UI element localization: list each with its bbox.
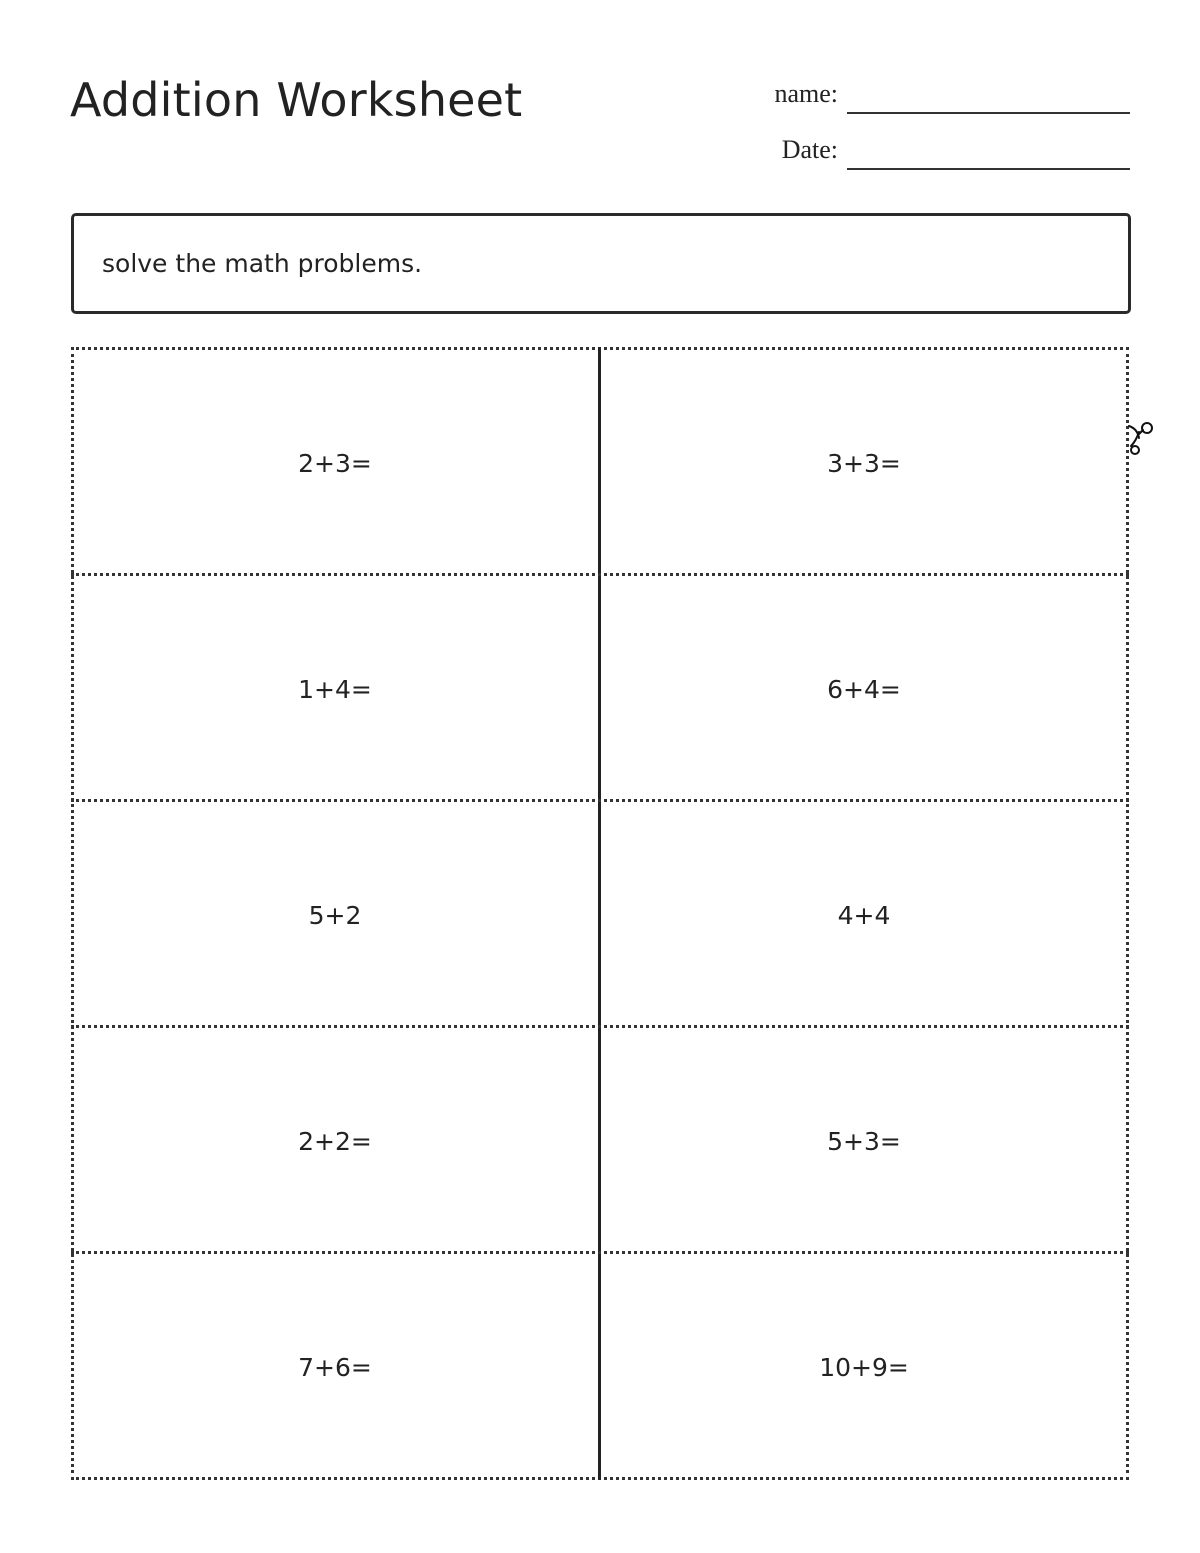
name-label: name: bbox=[774, 79, 838, 108]
problem-cell: 5+3= bbox=[827, 1126, 901, 1156]
problem-cell: 10+9= bbox=[819, 1352, 909, 1382]
date-field bbox=[700, 132, 1130, 172]
problem-cell: 1+4= bbox=[298, 674, 372, 704]
page-title: Addition Worksheet bbox=[70, 73, 523, 127]
instructions-box bbox=[71, 213, 1131, 314]
problem-cell: 2+3= bbox=[298, 448, 372, 478]
problem-cell: 7+6= bbox=[298, 1352, 372, 1382]
instructions-text: solve the math problems. bbox=[102, 249, 423, 278]
problem-cell: 5+2 bbox=[308, 900, 362, 930]
date-label: Date: bbox=[781, 135, 838, 164]
problem-cell: 2+2= bbox=[298, 1126, 372, 1156]
problem-cell: 3+3= bbox=[827, 448, 901, 478]
name-field bbox=[700, 76, 1130, 116]
scissors-icon bbox=[1123, 416, 1159, 456]
problem-cell: 4+4 bbox=[837, 900, 891, 930]
name-blank-line[interactable] bbox=[847, 112, 1130, 114]
date-blank-line[interactable] bbox=[847, 168, 1130, 170]
problem-cell: 6+4= bbox=[827, 674, 901, 704]
